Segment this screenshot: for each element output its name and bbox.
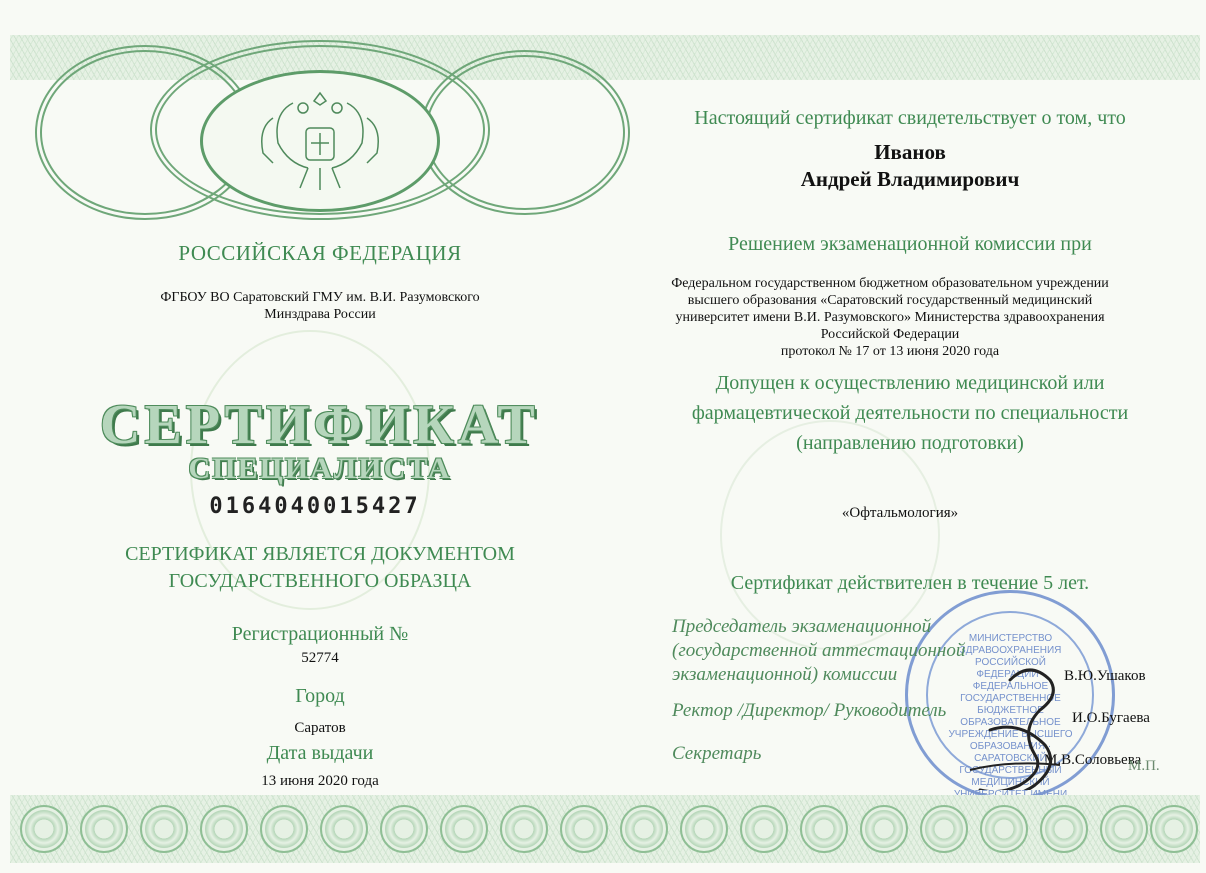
organization-line-3: университет имени В.И. Разумовского» Министерства здравоохранения: [675, 310, 1105, 325]
validity-text: Сертификат действителен в течение 5 лет.: [730, 572, 1090, 594]
state-document-line-2: ГОСУДАРСТВЕННОГО ОБРАЗЦА: [168, 570, 472, 592]
rosette-15: [860, 805, 908, 853]
registration-label: Регистрационный №: [231, 623, 409, 645]
rosette-8: [440, 805, 488, 853]
rosette-10: [560, 805, 608, 853]
rector-signatory-name: И.О.Бугаева: [1072, 710, 1150, 726]
handwritten-signature: [950, 650, 1100, 790]
intro-text: Настоящий сертификат свидетельствует о том, что: [694, 107, 1126, 129]
rosette-1: [20, 805, 68, 853]
rosette-14: [800, 805, 848, 853]
chair-signatory-name: В.Ю.Ушаков: [1064, 668, 1146, 684]
city-label: Город: [295, 685, 345, 707]
organization-line-1: Федеральном государственном бюджетном образовательном учреждении: [671, 276, 1109, 291]
registration-value: 52774: [301, 650, 339, 666]
country-heading: РОССИЙСКАЯ ФЕДЕРАЦИЯ: [178, 241, 462, 265]
rosette-2: [80, 805, 128, 853]
chair-label-line-2: (государственной аттестационной: [672, 640, 966, 661]
chair-label-line-1: Председатель экзаменационной: [672, 616, 932, 637]
holder-name: Андрей Владимирович: [800, 167, 1020, 191]
stamp-text: МИНИСТЕРСТВО ЗДРАВООХРАНЕНИЯ РОССИЙСКОЙ ФЕДЕРАЦИИ · ФЕДЕРАЛЬНОЕ ГОСУДАРСТВЕННОЕ БЮДЖЕТНОЕ ОБРАЗОВАТЕЛЬНОЕ УЧРЕЖДЕНИЕ ВЫСШЕГО ОБРАЗОВАНИЯ · САРАТОВСКИЙ ГОСУДАРСТВЕННЫЙ МЕДИЦИНСКИЙ: [948, 633, 1073, 788]
secretary-label: Секретарь: [672, 743, 762, 764]
organization-line-2: высшего образования «Саратовский государственный медицинский: [687, 293, 1093, 308]
holder-surname: Иванов: [874, 140, 946, 164]
admitted-line-3: (направлению подготовки): [796, 432, 1024, 454]
rosette-19: [1100, 805, 1148, 853]
institution-line-2: Минздрава России: [264, 307, 376, 322]
seal-place-mark: М.П.: [1128, 758, 1160, 774]
city-value: Саратов: [294, 720, 346, 736]
rosette-3: [140, 805, 188, 853]
rosette-6: [320, 805, 368, 853]
certificate-title: СЕРТИФИКАТ: [100, 394, 539, 456]
chair-label-line-3: экзаменационной) комиссии: [672, 664, 898, 685]
rosette-16: [920, 805, 968, 853]
certificate-number: 0164040015427: [209, 494, 421, 519]
issue-date-label: Дата выдачи: [266, 742, 374, 764]
specialty-value: «Офтальмология»: [841, 505, 959, 521]
rosette-9: [500, 805, 548, 853]
rosette-17: [980, 805, 1028, 853]
protocol-text: протокол № 17 от 13 июня 2020 года: [780, 344, 1000, 359]
issue-date-value: 13 июня 2020 года: [261, 773, 379, 789]
admitted-line-1: Допущен к осуществлению медицинской или: [715, 372, 1105, 394]
rosette-7: [380, 805, 428, 853]
rector-label: Ректор /Директор/ Руководитель: [672, 700, 947, 721]
rosette-11: [620, 805, 668, 853]
institution-line-1: ФГБОУ ВО Саратовский ГМУ им. В.И. Разумовского: [160, 290, 480, 305]
rosette-12: [680, 805, 728, 853]
decision-text: Решением экзаменационной комиссии при: [728, 233, 1092, 255]
rosette-20: [1150, 805, 1198, 853]
certificate-subtitle: СПЕЦИАЛИСТА: [188, 452, 452, 485]
double-headed-eagle-icon: [203, 73, 437, 209]
rosette-13: [740, 805, 788, 853]
organization-line-4: Российской Федерации: [820, 327, 960, 342]
secretary-signatory-name: М.В.Соловьева: [1044, 752, 1142, 768]
emblem-oval: [200, 70, 440, 212]
rosette-4: [200, 805, 248, 853]
state-document-line-1: СЕРТИФИКАТ ЯВЛЯЕТСЯ ДОКУМЕНТОМ: [125, 543, 515, 565]
rosette-5: [260, 805, 308, 853]
rosette-18: [1040, 805, 1088, 853]
admitted-line-2: фармацевтической деятельности по специальности: [691, 402, 1129, 424]
